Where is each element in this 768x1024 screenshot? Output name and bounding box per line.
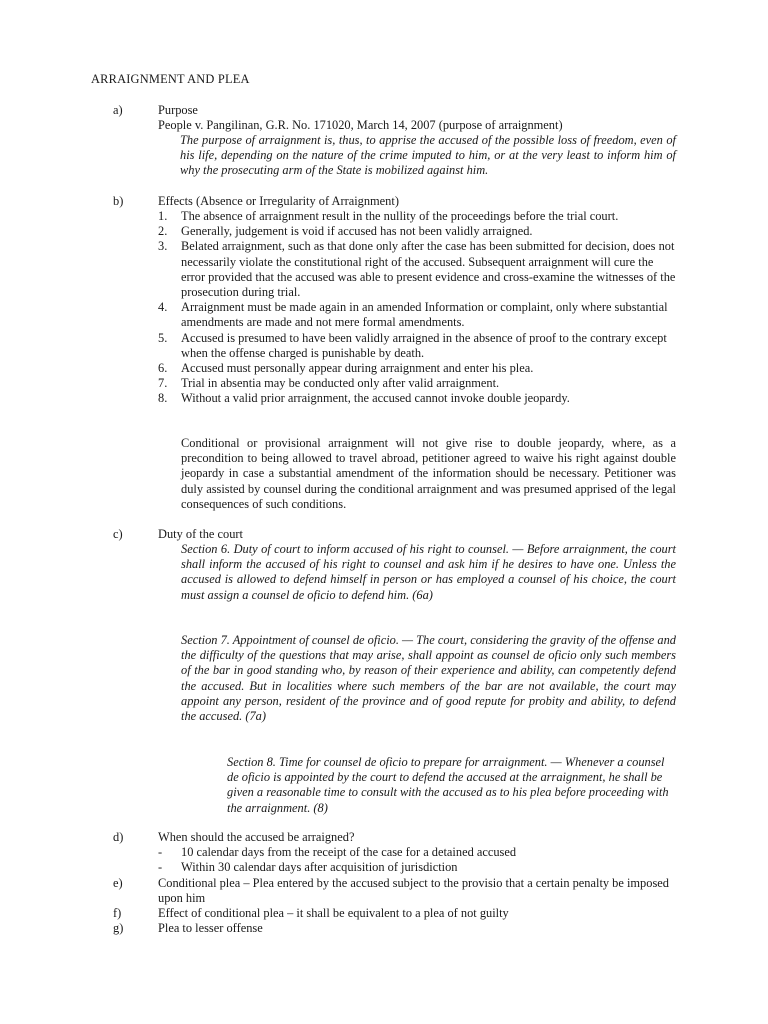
list-item: 2. Generally, judgement is void if accused has not been validly arraigned. (158, 224, 533, 239)
section-heading: Duty of the court (158, 527, 243, 541)
section-marker: g) (113, 921, 124, 935)
list-item: 8. Without a valid prior arraignment, the accused cannot invoke double jeopardy. (158, 391, 570, 406)
section-marker: e) (113, 876, 123, 890)
list-item: 4. Arraignment must be made again in an amended Information or complaint, only where substantial amendments are made and not mere formal amendments. (158, 300, 668, 330)
section-8-text: Section 8. Time for counsel de oficio to prepare for arraignment. — Whenever a counsel de oficio is appointed by the court to defend the accused at the arraignment, he shall be given a reasonable time to consult with the accused as to his plea before proceeding with the arraignment. (8) (227, 755, 669, 815)
section-heading: When should the accused be arraigned? (158, 830, 355, 844)
arraignment-period-list (158, 845, 678, 875)
conditional-arraignment-note: Conditional or provisional arraignment will not give rise to double jeopardy, where, as a precondition to being allowed to travel abroad, petitioner agreed to waive his right against double jeopardy in case a substantial amendment of the information should be necessary. Petitioner was duly assisted by counsel during the conditional arraignment and was presumed apprised of the legal consequences of such conditions. (181, 436, 676, 511)
section-heading: Effects (Absence or Irregularity of Arraignment) (158, 194, 399, 208)
list-item: 6. Accused must personally appear during arraignment and enter his plea. (158, 361, 534, 376)
section-7-text: Section 7. Appointment of counsel de oficio. — The court, considering the gravity of the offense and the difficulty of the questions that may arise, shall appoint as counsel de oficio only such members of the bar in good standing who, by reason of their experience and ability, can competently defend the accused. But in localities where such members of the bar are not available, the court may appoint any person, resident of the province and of good repute for probity and ability, to defend the accused. (7a) (181, 633, 676, 724)
conditional-plea-definition: Conditional plea – Plea entered by the accused subject to the provisio that a certain penalty be imposed upon him (158, 876, 669, 906)
section-marker: f) (113, 906, 122, 920)
lesser-offense-plea: Plea to lesser offense (158, 921, 263, 935)
section-marker: d) (113, 830, 124, 844)
section-6-text: Section 6. Duty of court to inform accused of his right to counsel. — Before arraignment, the court shall inform the accused of his right to counsel and ask him if he desires to have one. Unless the accused is allowed to defend himself in person or has employed a counsel of his choice, the court must assign a counsel de oficio to defend him. (6a) (181, 542, 676, 602)
section-marker: c) (113, 527, 123, 541)
section-marker: b) (113, 194, 124, 208)
list-item: - 10 calendar days from the receipt of the case for a detained accused (158, 845, 517, 859)
list-item: - Within 30 calendar days after acquisition of jurisdiction (158, 860, 458, 875)
list-item: 3. Belated arraignment, such as that done only after the case has been submitted for decision, does not necessarily violate the constitutional right of the accused. Subsequent arraignment will cure the error provided that the accused was able to present evidence and cross-examine the witnesses of the prosecution during trial. (158, 239, 676, 300)
list-item: 7. Trial in absentia may be conducted only after valid arraignment. (158, 376, 500, 391)
purpose-quote: The purpose of arraignment is, thus, to apprise the accused of the possible loss of freedom, even of his life, depending on the nature of the crime imputed to him, or at the very least to inform him of why the prosecuting arm of the State is mobilized against him. (180, 133, 676, 178)
list-item: 5. Accused is presumed to have been validly arraigned in the absence of proof to the contrary except when the offense charged is punishable by death. (158, 330, 667, 360)
list-item: 1. The absence of arraignment result in the nullity of the proceedings before the trial court. (158, 209, 619, 223)
conditional-plea-effect: Effect of conditional plea – it shall be equivalent to a plea of not guilty (158, 906, 509, 920)
effects-list (158, 209, 678, 407)
document-title: ARRAIGNMENT AND PLEA (91, 72, 250, 86)
section-heading: Purpose (158, 103, 198, 117)
case-citation: People v. Pangilinan, G.R. No. 171020, March 14, 2007 (purpose of arraignment) (158, 118, 563, 132)
section-marker: a) (113, 103, 123, 117)
